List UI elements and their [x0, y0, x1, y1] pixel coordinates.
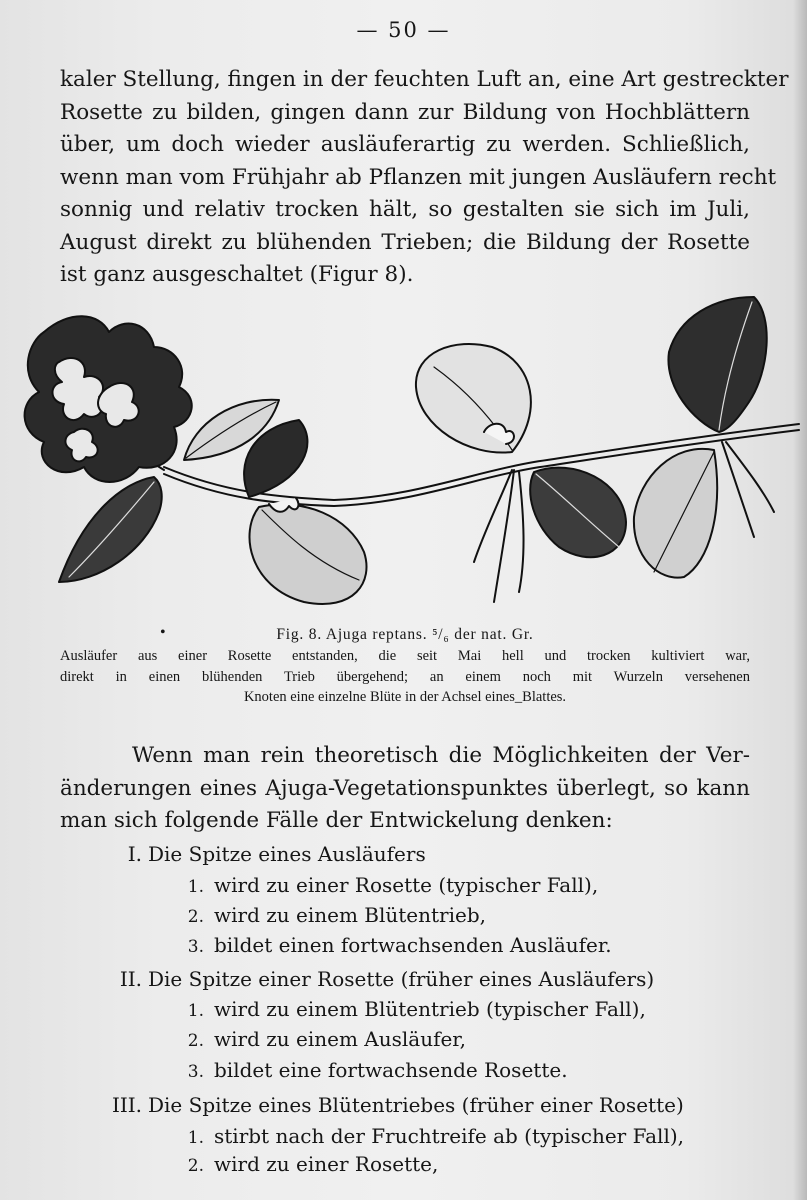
text-line: man sich folgende Fälle der Entwickelung denken:	[60, 808, 613, 833]
case-item	[180, 1058, 568, 1082]
case-heading	[104, 842, 426, 866]
caption-line: Ausläufer aus einer Rosette entstanden, die seit Mai hell und trocken kultiviert war,	[60, 648, 750, 664]
text-line: sonnig und relativ trocken hält, so gestalten sie sich im Juli,	[60, 197, 750, 222]
item-text: stirbt nach der Fruchtreife ab (typischer Fall),	[214, 1124, 684, 1148]
case-heading	[104, 1093, 684, 1117]
caption-line: direkt in einen blühenden Trieb übergehend; an einem noch mit Wurzeln versehenen	[60, 668, 750, 685]
case-heading	[104, 967, 654, 991]
text-line: kaler Stellung, fingen in der feuchten Luft an, eine Art gestreckter	[60, 67, 789, 92]
text-line: August direkt zu blühenden Trieben; die Bildung der Rosette	[60, 229, 750, 255]
text-line: wenn man vom Frühjahr ab Pflanzen mit jungen Ausläufern recht	[60, 164, 777, 190]
item-number: 1.	[187, 1128, 204, 1148]
paragraph-theory	[60, 740, 750, 838]
item-text: wird zu einer Rosette,	[214, 1152, 439, 1176]
case-item	[180, 1124, 684, 1148]
caption-title	[60, 624, 750, 646]
case-numeral: II.	[119, 967, 142, 991]
flower-cluster	[25, 316, 192, 482]
page-number: — 50 —	[356, 18, 451, 42]
item-text: bildet einen fortwachsenden Ausläufer.	[214, 933, 612, 957]
figure-caption	[60, 624, 750, 708]
text-line: Wenn man rein theoretisch die Möglichkeiten der Ver-	[132, 743, 750, 768]
item-text: wird zu einem Blütentrieb (typischer Fall),	[214, 997, 646, 1021]
leaf	[59, 477, 162, 582]
item-number: 2.	[187, 1156, 204, 1176]
caption-title-text: Fig. 8. Ajuga reptans. ⁵/₆ der nat. Gr.	[276, 626, 534, 643]
text-line: ist ganz ausgeschaltet (Figur 8).	[60, 262, 414, 287]
item-number: 3.	[187, 1062, 204, 1082]
case-title: Die Spitze einer Rosette (früher eines Ausläufers)	[148, 967, 655, 991]
case-item	[180, 1027, 466, 1051]
text-line: Rosette zu bilden, gingen dann zur Bildung von Hochblättern	[60, 99, 750, 125]
case-item	[180, 873, 598, 897]
case-numeral: I.	[127, 842, 142, 866]
case-title: Die Spitze eines Ausläufers	[148, 842, 426, 866]
ajuga-reptans-illustration	[14, 292, 804, 612]
caption-bullet: •	[160, 624, 167, 641]
case-item	[180, 903, 486, 927]
leaf	[249, 504, 366, 604]
text-line: änderungen eines Ajuga-Vegetationspunktes überlegt, so kann	[60, 775, 750, 801]
item-number: 2.	[187, 1031, 204, 1051]
caption-body	[60, 646, 750, 708]
leaf	[668, 297, 766, 432]
paragraph-continuation	[60, 64, 789, 292]
item-text: wird zu einem Ausläufer,	[214, 1027, 467, 1051]
item-number: 2.	[187, 907, 204, 927]
case-item	[180, 1152, 438, 1176]
case-title: Die Spitze eines Blütentriebes (früher einer Rosette)	[148, 1093, 684, 1117]
item-number: 3.	[187, 937, 204, 957]
roots	[474, 470, 524, 602]
caption-line: Knoten eine einzelne Blüte in der Achsel eines_Blattes.	[243, 689, 567, 705]
item-text: wird zu einem Blütentrieb,	[214, 903, 487, 927]
leaf	[634, 449, 717, 578]
text-line: über, um doch wieder ausläuferartig zu werden. Schließlich,	[60, 132, 750, 157]
case-item	[180, 997, 646, 1021]
item-text: bildet eine fortwachsende Rosette.	[214, 1058, 568, 1082]
case-item	[180, 933, 612, 957]
item-number: 1.	[187, 1001, 204, 1021]
case-numeral: III.	[111, 1093, 142, 1117]
item-number: 1.	[187, 877, 204, 897]
item-text: wird zu einer Rosette (typischer Fall),	[214, 873, 599, 897]
